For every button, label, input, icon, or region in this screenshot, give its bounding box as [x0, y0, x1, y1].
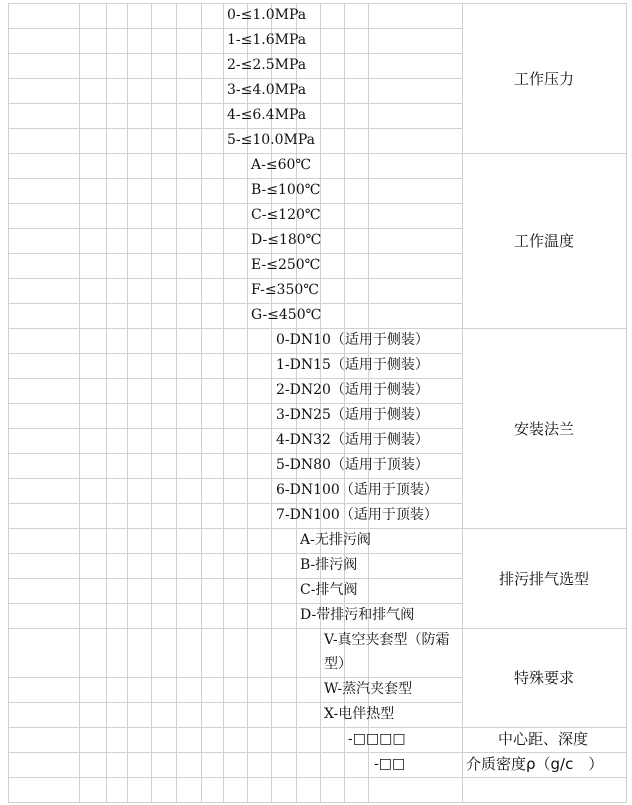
center-distance-code: -□□□□ [348, 731, 406, 747]
pressure-option: 2-≤2.5MPa [227, 57, 307, 73]
pressure-option: 0-≤1.0MPa [227, 7, 307, 23]
temperature-option: F-≤350℃ [251, 282, 319, 298]
density-label: 介质密度ρ（g/c ） [466, 755, 604, 773]
temperature-option: G-≤450℃ [251, 307, 322, 323]
special-label: 特殊要求 [513, 669, 574, 687]
drain-label: 排污排气选型 [498, 569, 589, 588]
flange-option: 5-DN80（适用于顶装） [276, 457, 429, 473]
density-code: -□□ [374, 756, 406, 772]
flange-option: 2-DN20（适用于侧装） [276, 382, 429, 398]
special-option: V-真空夹套型（防霜型） [324, 632, 450, 672]
drain-option: C-排气阀 [300, 582, 358, 598]
pressure-option: 3-≤4.0MPa [227, 82, 307, 98]
flange-option: 6-DN100（适用于顶装） [276, 482, 438, 498]
flange-option: 0-DN10（适用于侧装） [276, 332, 429, 348]
pressure-label: 工作压力 [513, 69, 574, 88]
center-distance-label: 中心距、深度 [498, 730, 589, 748]
special-option: X-电伴热型 [324, 706, 395, 722]
temperature-option: B-≤100℃ [251, 182, 321, 198]
flange-option: 3-DN25（适用于侧装） [276, 407, 429, 423]
pressure-option: 4-≤6.4MPa [227, 107, 307, 123]
drain-option: B-排污阀 [300, 557, 358, 573]
flange-option: 4-DN32（适用于侧装） [276, 432, 429, 448]
temperature-option: D-≤180℃ [251, 232, 322, 248]
pressure-option: 5-≤10.0MPa [227, 132, 316, 148]
special-option: W-蒸汽夹套型 [324, 681, 413, 697]
flange-option: 7-DN100（适用于顶装） [276, 507, 438, 523]
flange-option: 1-DN15（适用于侧装） [276, 357, 429, 373]
drain-option: A-无排污阀 [300, 532, 371, 548]
temperature-option: E-≤250℃ [251, 257, 321, 273]
temperature-option: A-≤60℃ [251, 157, 312, 173]
pressure-option: 1-≤1.6MPa [227, 32, 307, 48]
temperature-option: C-≤120℃ [251, 207, 321, 223]
drain-option: D-带排污和排气阀 [300, 607, 415, 623]
flange-label: 安装法兰 [513, 419, 574, 438]
temperature-label: 工作温度 [513, 232, 574, 250]
